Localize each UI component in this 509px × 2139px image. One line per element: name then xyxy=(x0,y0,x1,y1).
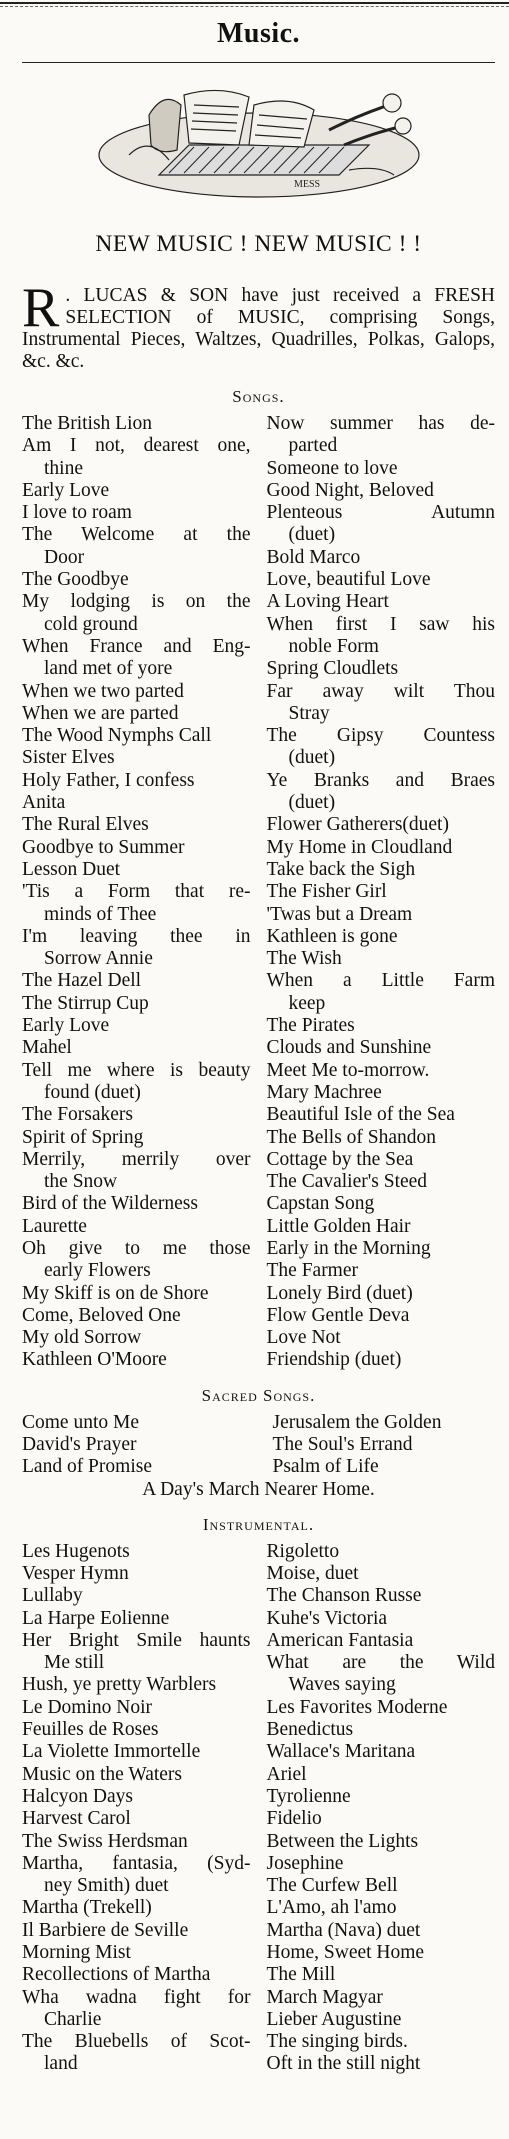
item-title: The Rural Elves xyxy=(22,814,149,836)
item-title: Friendship (duet) xyxy=(266,1349,402,1371)
list-item xyxy=(267,1193,496,1215)
item-title: Music on the Waters xyxy=(22,1763,182,1785)
item-title: The Wood Nymphs Call xyxy=(22,725,212,747)
list-item xyxy=(22,859,251,881)
list-item xyxy=(267,1964,496,1986)
item-title: My Home in Cloudland xyxy=(266,836,453,858)
list-item xyxy=(267,1741,496,1763)
list-item xyxy=(22,970,251,992)
list-item xyxy=(267,1082,496,1104)
item-continuation: (duet) xyxy=(288,524,336,546)
item-continuation: noble Form xyxy=(288,635,379,657)
list-item xyxy=(267,1015,496,1037)
item-continuation: parted xyxy=(288,435,338,457)
list-item xyxy=(22,681,251,703)
item-title: My Skiff is on de Shore xyxy=(22,1282,209,1304)
item-title: Her Bright Smile haunts xyxy=(22,1629,251,1651)
list-item xyxy=(267,1853,496,1875)
item-continuation: the Snow xyxy=(44,1171,118,1193)
list-item xyxy=(267,1171,496,1193)
item-title: I love to roam xyxy=(22,502,132,524)
item-title: The Cavalier's Steed xyxy=(266,1171,428,1193)
list-item xyxy=(22,1541,251,1563)
list-item xyxy=(267,502,496,547)
item-title: Meet Me to-morrow. xyxy=(266,1059,430,1081)
item-title: Take back the Sigh xyxy=(266,858,416,880)
list-item xyxy=(267,681,496,726)
item-title: A Loving Heart xyxy=(266,591,389,613)
item-title: The Bluebells of Scot- xyxy=(22,2031,251,2053)
list-item xyxy=(273,1434,496,1456)
item-title: The Goodbye xyxy=(22,569,129,591)
list-item xyxy=(22,1674,251,1696)
item-continuation: Door xyxy=(44,546,85,568)
list-item xyxy=(22,837,251,859)
page-title: Music. xyxy=(216,18,301,49)
list-item xyxy=(267,1608,496,1630)
item-title: Someone to love xyxy=(266,457,398,479)
list-item xyxy=(267,2009,496,2031)
list-item xyxy=(267,904,496,926)
list-item xyxy=(267,1697,496,1719)
list-item xyxy=(267,1127,496,1149)
list-item xyxy=(22,1216,251,1238)
item-title: The British Lion xyxy=(22,413,152,434)
item-title: The Hazel Dell xyxy=(22,970,142,992)
item-title: Les Favorites Moderne xyxy=(266,1696,448,1718)
list-item xyxy=(22,1127,251,1149)
item-continuation: Waves saying xyxy=(288,1674,396,1696)
list-item xyxy=(22,1563,251,1585)
item-title: Les Hugenots xyxy=(22,1540,130,1562)
list-item xyxy=(267,658,496,680)
list-item xyxy=(267,1942,496,1964)
list-item xyxy=(273,1412,496,1434)
list-item xyxy=(22,1608,251,1630)
sacred-left-column xyxy=(22,1412,245,1479)
list-item xyxy=(22,926,251,971)
list-item xyxy=(267,1987,496,2009)
list-item xyxy=(267,614,496,659)
item-title: What are the Wild xyxy=(266,1652,495,1674)
item-title: Spirit of Spring xyxy=(22,1126,144,1148)
item-title: Flow Gentle Deva xyxy=(266,1304,410,1326)
list-item xyxy=(267,591,496,613)
item-title: The Gipsy Countess xyxy=(266,725,495,747)
item-title: Love Not xyxy=(266,1327,341,1349)
list-item xyxy=(267,1897,496,1919)
sacred-songs-heading: Sacred Songs. xyxy=(201,1385,316,1405)
item-title: Early Love xyxy=(22,1015,110,1037)
item-title: L'Amo, ah l'amo xyxy=(266,1897,397,1919)
illustration-caption: MESS xyxy=(293,179,320,190)
item-title: The Swiss Herdsman xyxy=(22,1830,188,1852)
list-item xyxy=(22,569,251,591)
item-title: The Stirrup Cup xyxy=(22,992,149,1014)
item-title: When we two parted xyxy=(22,680,184,702)
header-divider xyxy=(22,62,495,63)
list-item xyxy=(22,1920,251,1942)
list-item xyxy=(267,1305,496,1327)
item-title: When France and Eng- xyxy=(22,635,251,657)
list-item xyxy=(22,1897,251,1919)
item-title: Morning Mist xyxy=(22,1942,131,1963)
item-title: Jerusalem the Golden xyxy=(272,1411,442,1433)
item-title: Anita xyxy=(22,792,66,814)
item-title: Kathleen is gone xyxy=(266,925,398,947)
list-item xyxy=(267,948,496,970)
item-title: Wha wadna fight for xyxy=(22,1986,251,2008)
item-title: Ye Branks and Braes xyxy=(266,769,495,791)
list-item xyxy=(22,1942,251,1964)
intro-paragraph xyxy=(22,277,495,373)
list-item xyxy=(267,970,496,1015)
list-item xyxy=(267,926,496,948)
list-item xyxy=(22,502,251,524)
list-item xyxy=(22,1193,251,1215)
list-item xyxy=(22,1697,251,1719)
list-item xyxy=(267,1541,496,1563)
item-title: Ariel xyxy=(266,1763,307,1785)
list-item xyxy=(22,1283,251,1305)
list-item xyxy=(267,1764,496,1786)
list-item xyxy=(267,1786,496,1808)
top-rule xyxy=(0,2,509,4)
item-title: Le Domino Noir xyxy=(22,1696,152,1718)
item-title: Goodbye to Summer xyxy=(22,836,185,858)
list-item xyxy=(267,480,496,502)
list-item xyxy=(267,2031,496,2053)
item-title: Am I not, dearest one, xyxy=(22,435,251,457)
list-item xyxy=(22,1238,251,1283)
item-title: The Wish xyxy=(266,948,342,970)
sacred-right-column xyxy=(261,1412,496,1479)
top-dashed-rule xyxy=(0,6,509,7)
item-title: Far away wilt Thou xyxy=(266,680,495,702)
item-title: Halcyon Days xyxy=(22,1785,134,1807)
list-item xyxy=(22,1741,251,1763)
item-title: Lieber Augustine xyxy=(266,2008,402,2030)
item-title: Tell me where is beauty xyxy=(22,1059,251,1081)
item-title: 'Twas but a Dream xyxy=(266,903,413,925)
list-item xyxy=(267,1808,496,1830)
item-title: The Fisher Girl xyxy=(266,881,387,903)
list-item xyxy=(22,725,251,747)
item-title: The Welcome at the xyxy=(22,524,251,546)
musical-instruments-illustration xyxy=(89,75,429,215)
list-item xyxy=(22,1786,251,1808)
item-title: Early in the Morning xyxy=(266,1237,431,1259)
item-title: Land of Promise xyxy=(22,1456,152,1478)
list-item xyxy=(267,1349,496,1371)
item-title: Wallace's Maritana xyxy=(266,1741,416,1763)
item-title: Martha, fantasia, (Syd- xyxy=(22,1852,251,1874)
item-title: The Mill xyxy=(266,1964,336,1986)
item-continuation: minds of Thee xyxy=(44,903,157,925)
item-title: The Farmer xyxy=(266,1260,359,1282)
item-title: When first I saw his xyxy=(266,613,495,635)
item-title: Early Love xyxy=(22,479,110,501)
item-title: Lesson Duet xyxy=(22,858,121,880)
item-title: Laurette xyxy=(22,1215,87,1237)
list-item xyxy=(22,1060,251,1105)
item-continuation: Charlie xyxy=(44,2008,102,2030)
item-continuation: found (duet) xyxy=(44,1081,141,1103)
instrumental-right-column xyxy=(267,1541,496,2076)
list-item xyxy=(22,2031,251,2076)
item-title: Moise, duet xyxy=(266,1562,359,1584)
list-item xyxy=(267,1037,496,1059)
list-item xyxy=(267,458,496,480)
banner-heading: NEW MUSIC ! NEW MUSIC ! ! xyxy=(95,231,422,257)
songs-right-column xyxy=(267,413,496,1372)
item-continuation: Me still xyxy=(44,1652,105,1674)
item-continuation: land xyxy=(44,2053,78,2075)
sacred-songs-list xyxy=(22,1412,495,1479)
list-item xyxy=(267,1060,496,1082)
list-item xyxy=(22,591,251,636)
item-title: Spring Cloudlets xyxy=(266,658,399,680)
item-continuation: keep xyxy=(288,992,326,1014)
list-item xyxy=(22,814,251,836)
item-title: Between the Lights xyxy=(266,1830,419,1852)
list-item xyxy=(267,1920,496,1942)
list-item xyxy=(22,1456,245,1478)
item-title: Tyrolienne xyxy=(266,1785,351,1807)
list-item xyxy=(267,770,496,815)
list-item xyxy=(22,435,251,480)
item-title: Good Night, Beloved xyxy=(266,479,434,501)
list-item xyxy=(22,792,251,814)
list-item xyxy=(22,993,251,1015)
list-item xyxy=(267,1831,496,1853)
item-title: Kathleen O'Moore xyxy=(22,1349,167,1371)
item-title: Bird of the Wilderness xyxy=(22,1193,198,1215)
item-title: Cottage by the Sea xyxy=(266,1148,414,1170)
list-item xyxy=(267,814,496,836)
list-item xyxy=(22,1719,251,1741)
item-continuation: cold ground xyxy=(44,613,138,635)
list-item xyxy=(22,747,251,769)
songs-left-column xyxy=(22,413,251,1372)
item-title: Clouds and Sunshine xyxy=(266,1037,432,1059)
list-item xyxy=(267,1652,496,1697)
drop-cap: R xyxy=(22,277,60,339)
item-title: 'Tis a Form that re- xyxy=(22,881,251,903)
list-item xyxy=(22,770,251,792)
item-title: Come unto Me xyxy=(22,1411,139,1433)
list-item xyxy=(267,1283,496,1305)
list-item xyxy=(267,1563,496,1585)
list-item xyxy=(267,881,496,903)
songs-list xyxy=(22,413,495,1372)
item-title: Mary Machree xyxy=(266,1081,382,1103)
list-item xyxy=(267,1216,496,1238)
list-item xyxy=(273,1456,496,1478)
item-title: Oh give to me those xyxy=(22,1237,251,1259)
item-title: Rigoletto xyxy=(266,1540,340,1562)
item-title: The Chanson Russe xyxy=(266,1585,422,1607)
item-title: Holy Father, I confess xyxy=(22,769,195,791)
item-title: The Curfew Bell xyxy=(266,1875,398,1897)
item-title: American Fantasia xyxy=(266,1629,414,1651)
list-item xyxy=(22,1104,251,1126)
list-item xyxy=(267,1149,496,1171)
item-title: March Magyar xyxy=(266,1986,383,2008)
item-title: The singing birds. xyxy=(266,2031,408,2053)
item-title: Feuilles de Roses xyxy=(22,1719,159,1741)
list-item xyxy=(267,413,496,458)
list-item xyxy=(22,1305,251,1327)
item-title: My old Sorrow xyxy=(22,1327,142,1349)
list-item xyxy=(22,1015,251,1037)
item-title: Vesper Hymn xyxy=(22,1562,129,1584)
item-title: Capstan Song xyxy=(266,1193,375,1215)
item-title: When we are parted xyxy=(22,702,179,724)
list-item xyxy=(22,1349,251,1371)
list-item xyxy=(22,413,251,435)
list-item xyxy=(267,1327,496,1349)
list-item xyxy=(22,1630,251,1675)
list-item xyxy=(22,1585,251,1607)
item-title: Now summer has de- xyxy=(266,413,495,434)
item-title: Merrily, merrily over xyxy=(22,1148,251,1170)
item-title: Martha (Nava) duet xyxy=(266,1919,421,1941)
list-item xyxy=(267,1238,496,1260)
item-title: Recollections of Martha xyxy=(22,1964,211,1986)
item-title: Josephine xyxy=(266,1852,344,1874)
item-title: Love, beautiful Love xyxy=(266,569,431,591)
item-title: Hush, ye pretty Warblers xyxy=(22,1674,217,1696)
list-item xyxy=(22,1964,251,1986)
list-item xyxy=(267,547,496,569)
item-title: Sister Elves xyxy=(22,747,115,769)
item-title: Psalm of Life xyxy=(272,1456,379,1478)
item-title: My lodging is on the xyxy=(22,591,251,613)
item-title: Benedictus xyxy=(266,1719,354,1741)
item-title: The Bells of Shandon xyxy=(266,1126,437,1148)
item-title: David's Prayer xyxy=(22,1434,137,1456)
list-item xyxy=(22,703,251,725)
intro-text: . LUCAS & SON have just received a FRESH SELECTION of MUSIC, comprising Songs, Instrumental Pieces, Waltzes, Quadrilles, Polkas, Galops, &c. &c. xyxy=(22,285,495,372)
list-item xyxy=(22,1987,251,2032)
item-title: Home, Sweet Home xyxy=(266,1942,425,1963)
item-continuation: ney Smith) duet xyxy=(44,1875,169,1897)
item-continuation: Stray xyxy=(288,702,330,724)
item-title: Little Golden Hair xyxy=(266,1215,411,1237)
list-item xyxy=(22,1037,251,1059)
item-title: Plenteous Autumn xyxy=(266,502,495,524)
list-item xyxy=(267,725,496,770)
list-item xyxy=(22,1853,251,1898)
item-title: Oft in the still night xyxy=(266,2053,421,2075)
item-title: I'm leaving thee in xyxy=(22,925,251,947)
item-continuation: thine xyxy=(44,457,83,479)
item-title: Beautiful Isle of the Sea xyxy=(266,1104,455,1126)
list-item xyxy=(22,1412,245,1434)
list-item xyxy=(22,881,251,926)
list-item xyxy=(22,1327,251,1349)
list-item xyxy=(22,1808,251,1830)
list-item xyxy=(22,1149,251,1194)
list-item xyxy=(22,636,251,681)
list-item xyxy=(267,1875,496,1897)
instrumental-left-column xyxy=(22,1541,251,2076)
list-item xyxy=(267,859,496,881)
item-title: Come, Beloved One xyxy=(22,1304,181,1326)
item-title: Lonely Bird (duet) xyxy=(266,1282,413,1304)
item-continuation: (duet) xyxy=(288,747,336,769)
item-title: Mahel xyxy=(22,1037,72,1059)
item-title: Martha (Trekell) xyxy=(22,1897,152,1919)
list-item xyxy=(267,1585,496,1607)
list-item xyxy=(22,1434,245,1456)
item-title: Il Barbiere de Seville xyxy=(22,1919,189,1941)
instrumental-list xyxy=(22,1541,495,2076)
instrumental-heading: Instrumental. xyxy=(202,1514,315,1534)
list-item xyxy=(267,837,496,859)
item-title: The Pirates xyxy=(266,1015,355,1037)
sacred-closing-title: A Day's March Nearer Home. xyxy=(142,1478,375,1500)
list-item xyxy=(267,569,496,591)
item-title: Harvest Carol xyxy=(22,1808,131,1830)
list-item xyxy=(267,2053,496,2075)
item-title: Bold Marco xyxy=(266,546,361,568)
item-title: Fidelio xyxy=(266,1808,322,1830)
list-item xyxy=(22,524,251,569)
item-title: La Violette Immortelle xyxy=(22,1741,201,1763)
item-title: When a Little Farm xyxy=(266,970,495,992)
list-item xyxy=(267,1260,496,1282)
list-item xyxy=(22,1764,251,1786)
item-title: Flower Gatherers(duet) xyxy=(266,814,449,836)
item-title: The Forsakers xyxy=(22,1104,134,1126)
songs-heading: Songs. xyxy=(232,387,285,406)
list-item xyxy=(22,1831,251,1853)
list-item xyxy=(267,1630,496,1652)
list-item xyxy=(267,1719,496,1741)
item-continuation: early Flowers xyxy=(44,1260,151,1282)
item-title: La Harpe Eolienne xyxy=(22,1607,170,1629)
item-title: The Soul's Errand xyxy=(272,1434,413,1456)
item-continuation: land met of yore xyxy=(44,658,173,680)
item-continuation: Sorrow Annie xyxy=(44,948,153,970)
list-item xyxy=(22,480,251,502)
item-title: Kuhe's Victoria xyxy=(266,1607,388,1629)
list-item xyxy=(267,1104,496,1126)
item-continuation: (duet) xyxy=(288,792,336,814)
item-title: Lullaby xyxy=(22,1585,83,1607)
